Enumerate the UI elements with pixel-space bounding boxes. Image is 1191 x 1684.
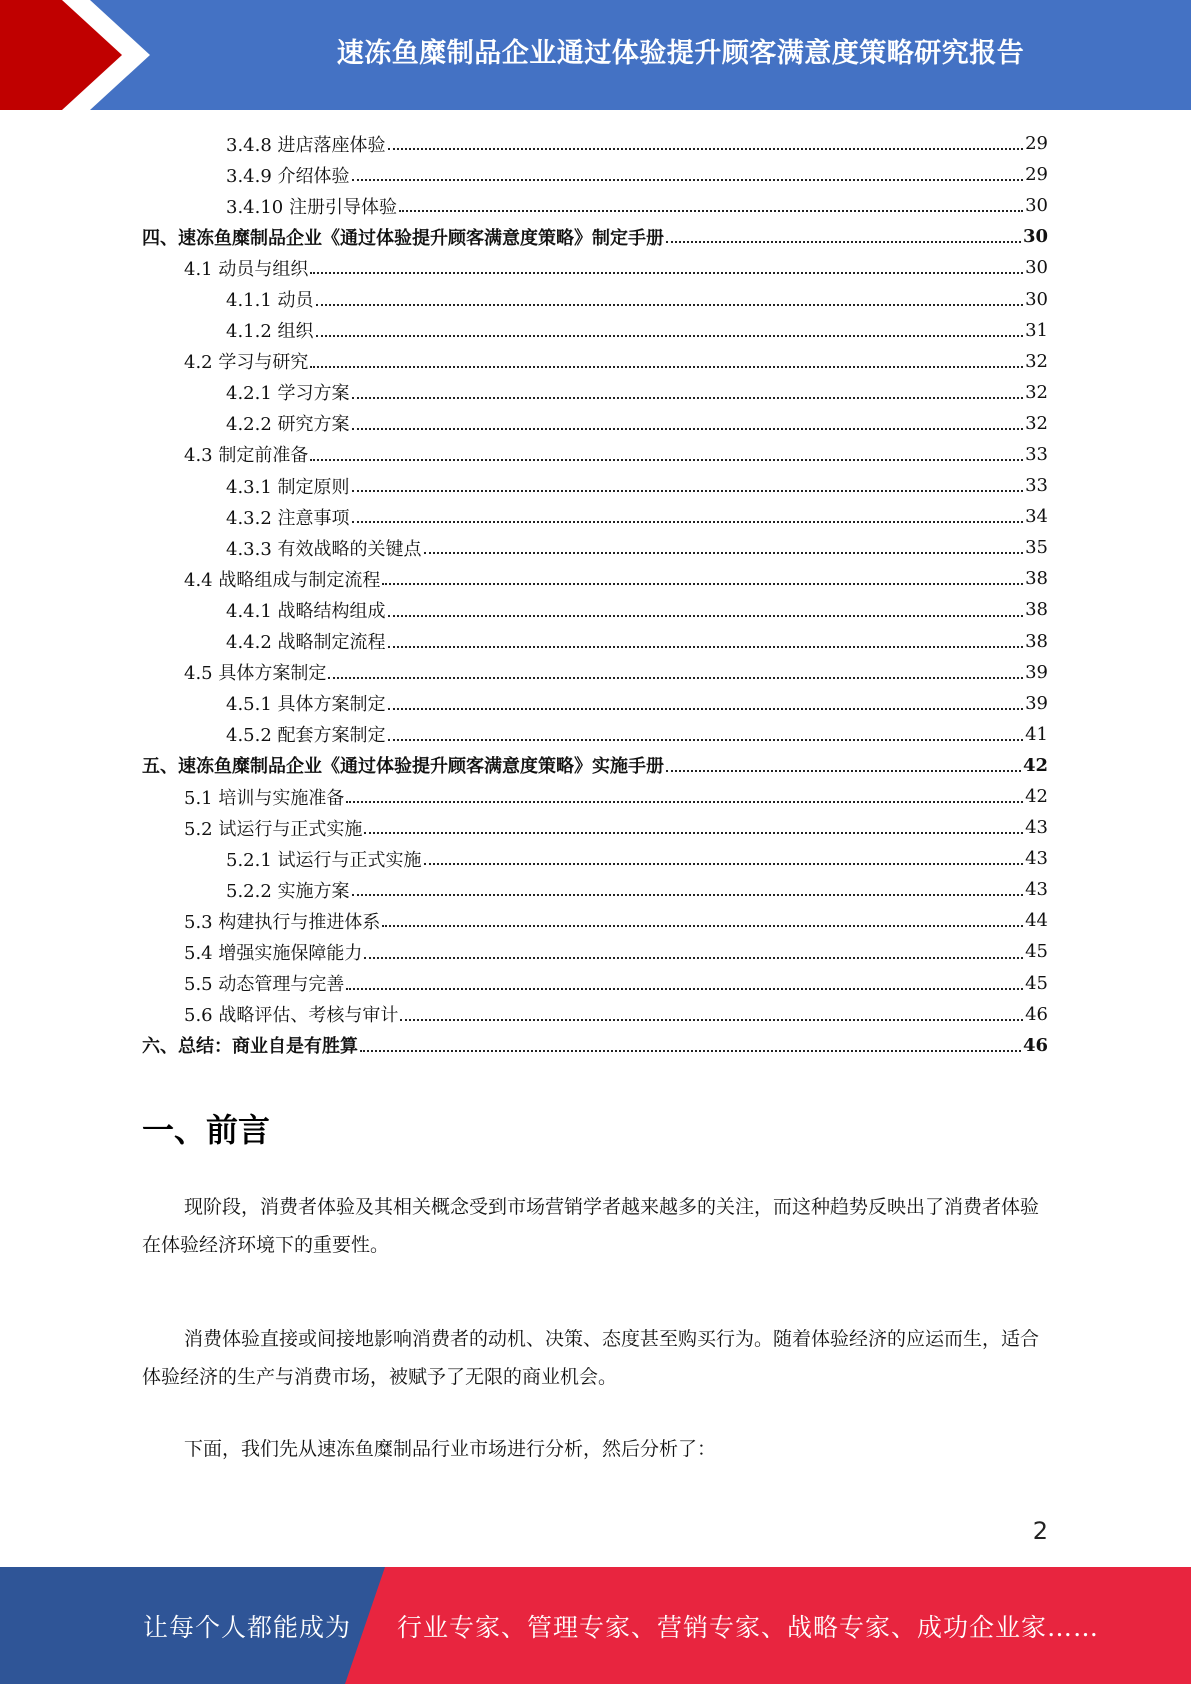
toc-entry-label: 4.3.3 有效战略的关键点: [226, 538, 422, 560]
toc-entry-page: 43: [1025, 879, 1048, 901]
page-number: 2: [1032, 1517, 1048, 1545]
toc-entry-page: 35: [1025, 537, 1048, 559]
toc-dot-leader: [382, 583, 1023, 585]
toc-entry[interactable]: [142, 128, 1048, 159]
toc-entry-label: 4.1.2 组织: [226, 321, 314, 343]
toc-entry-label: 4.5.1 具体方案制定: [226, 694, 386, 716]
toc-entry[interactable]: [142, 999, 1048, 1030]
paragraph-2: 消费体验直接或间接地影响消费者的动机、决策、态度甚至购买行为。随着体验经济的应运而生，适合体验经济的生产与消费市场，被赋予了无限的商业机会。: [142, 1328, 1040, 1388]
toc-entry-label: 4.5 具体方案制定: [184, 663, 327, 685]
toc-dot-leader: [352, 428, 1024, 430]
toc-entry-page: 44: [1025, 910, 1048, 932]
toc-entry-label: 4.2.1 学习方案: [226, 383, 350, 405]
toc-entry[interactable]: [142, 532, 1048, 563]
page-header: [0, 0, 1191, 110]
toc-entry[interactable]: [142, 781, 1048, 812]
toc-entry-label: 4.3 制定前准备: [184, 445, 309, 467]
footer-slogan-right: 行业专家、管理专家、营销专家、战略专家、成功企业家……: [397, 1612, 1100, 1642]
toc-entry-page: 33: [1025, 443, 1048, 465]
toc-dot-leader: [388, 615, 1024, 617]
toc-entry[interactable]: [142, 968, 1048, 999]
paragraph-3: 下面，我们先从速冻鱼糜制品行业市场进行分析，然后分析了：: [184, 1438, 717, 1460]
toc-entry-page: 31: [1025, 319, 1048, 341]
toc-dot-leader: [666, 770, 1021, 772]
toc-entry[interactable]: [142, 439, 1048, 470]
toc-dot-leader: [424, 863, 1024, 865]
toc-entry-label: 4.4 战略组成与制定流程: [184, 569, 381, 591]
toc-entry-label: 六、总结：商业自是有胜算: [142, 1036, 358, 1058]
header-arrow-decoration: [0, 0, 150, 110]
toc-entry[interactable]: [142, 657, 1048, 688]
toc-dot-leader: [352, 397, 1024, 399]
toc-entry-page: 38: [1025, 568, 1048, 590]
toc-entry-label: 4.2 学习与研究: [184, 352, 309, 374]
toc-dot-leader: [364, 957, 1023, 959]
toc-entry-page: 32: [1025, 381, 1048, 403]
toc-entry-page: 33: [1025, 475, 1048, 497]
toc-entry[interactable]: [142, 874, 1048, 905]
toc-entry-label: 3.4.10 注册引导体验: [226, 196, 397, 218]
toc-entry[interactable]: [142, 688, 1048, 719]
toc-entry-label: 3.4.8 进店落座体验: [226, 134, 386, 156]
toc-dot-leader: [352, 521, 1024, 523]
toc-entry[interactable]: [142, 408, 1048, 439]
toc-entry-page: 38: [1025, 630, 1048, 652]
toc-entry[interactable]: [142, 159, 1048, 190]
toc-entry-page: 29: [1025, 164, 1048, 186]
toc-entry-label: 5.3 构建执行与推进体系: [184, 911, 381, 933]
toc-entry-page: 43: [1025, 848, 1048, 870]
toc-entry[interactable]: [142, 501, 1048, 532]
toc-dot-leader: [346, 801, 1023, 803]
toc-entry-page: 45: [1025, 972, 1048, 994]
toc-entry-page: 34: [1025, 506, 1048, 528]
toc-entry[interactable]: [142, 563, 1048, 594]
toc-entry[interactable]: [142, 190, 1048, 221]
page-footer: [0, 1567, 1191, 1684]
toc-dot-leader: [388, 739, 1024, 741]
toc-entry-label: 5.6 战略评估、考核与审计: [184, 1005, 399, 1027]
toc-dot-leader: [352, 490, 1024, 492]
toc-entry[interactable]: [142, 252, 1048, 283]
table-of-contents: [142, 128, 1048, 1061]
toc-entry[interactable]: [142, 905, 1048, 936]
toc-entry[interactable]: [142, 594, 1048, 625]
toc-entry-label: 5.2.1 试运行与正式实施: [226, 849, 422, 871]
toc-dot-leader: [364, 832, 1023, 834]
toc-entry-label: 4.3.1 制定原则: [226, 476, 350, 498]
toc-entry-label: 4.3.2 注意事项: [226, 507, 350, 529]
toc-entry[interactable]: [142, 346, 1048, 377]
toc-entry-label: 4.1.1 动员: [226, 290, 314, 312]
toc-dot-leader: [424, 552, 1024, 554]
toc-entry-label: 4.4.1 战略结构组成: [226, 600, 386, 622]
toc-entry-label: 四、速冻鱼糜制品企业《通过体验提升顾客满意度策略》制定手册: [142, 227, 664, 249]
toc-entry-label: 5.1 培训与实施准备: [184, 787, 345, 809]
toc-entry-page: 42: [1025, 786, 1048, 808]
toc-entry-label: 3.4.9 介绍体验: [226, 165, 350, 187]
toc-entry[interactable]: [142, 936, 1048, 967]
toc-dot-leader: [388, 646, 1024, 648]
toc-entry-page: 43: [1025, 817, 1048, 839]
toc-dot-leader: [310, 272, 1023, 274]
toc-entry-page: 32: [1025, 350, 1048, 372]
toc-entry-page: 42: [1022, 754, 1048, 776]
toc-dot-leader: [388, 708, 1024, 710]
toc-dot-leader: [328, 677, 1023, 679]
section-heading: 一、前言: [142, 1111, 271, 1149]
toc-dot-leader: [352, 894, 1024, 896]
toc-entry-page: 29: [1025, 133, 1048, 155]
toc-entry-label: 4.5.2 配套方案制定: [226, 725, 386, 747]
toc-entry-page: 45: [1025, 941, 1048, 963]
toc-entry[interactable]: [142, 719, 1048, 750]
toc-entry[interactable]: [142, 843, 1048, 874]
footer-slogan-left: 让每个人都能成为: [143, 1612, 352, 1642]
toc-entry[interactable]: [142, 750, 1048, 781]
toc-entry[interactable]: [142, 1030, 1048, 1061]
toc-entry-label: 五、速冻鱼糜制品企业《通过体验提升顾客满意度策略》实施手册: [142, 756, 664, 778]
toc-dot-leader: [310, 459, 1023, 461]
toc-dot-leader: [346, 988, 1023, 990]
toc-entry[interactable]: [142, 626, 1048, 657]
toc-entry-page: 30: [1025, 257, 1048, 279]
toc-entry-label: 5.4 增强实施保障能力: [184, 942, 363, 964]
toc-dot-leader: [388, 148, 1024, 150]
toc-entry-page: 30: [1025, 195, 1048, 217]
toc-entry[interactable]: [142, 283, 1048, 314]
toc-entry-page: 32: [1025, 412, 1048, 434]
toc-entry-label: 5.2.2 实施方案: [226, 880, 350, 902]
toc-entry-page: 46: [1022, 1034, 1048, 1056]
toc-dot-leader: [399, 210, 1023, 212]
toc-entry[interactable]: [142, 812, 1048, 843]
toc-dot-leader: [316, 335, 1024, 337]
toc-dot-leader: [666, 241, 1021, 243]
toc-entry[interactable]: [142, 221, 1048, 252]
toc-entry[interactable]: [142, 377, 1048, 408]
toc-entry-label: 5.5 动态管理与完善: [184, 974, 345, 996]
toc-dot-leader: [316, 304, 1024, 306]
toc-entry-label: 4.1 动员与组织: [184, 258, 309, 280]
toc-entry-label: 4.4.2 战略制定流程: [226, 632, 386, 654]
report-title: 速冻鱼糜制品企业通过体验提升顾客满意度策略研究报告: [336, 37, 1025, 69]
toc-dot-leader: [382, 925, 1023, 927]
toc-entry-page: 39: [1025, 692, 1048, 714]
paragraph-1: 现阶段，消费者体验及其相关概念受到市场营销学者越来越多的关注，而这种趋势反映出了消费者体验在体验经济环境下的重要性。: [142, 1196, 1040, 1256]
toc-entry-page: 38: [1025, 599, 1048, 621]
toc-dot-leader: [352, 179, 1024, 181]
toc-entry-label: 5.2 试运行与正式实施: [184, 818, 363, 840]
toc-dot-leader: [310, 366, 1023, 368]
toc-entry[interactable]: [142, 470, 1048, 501]
toc-entry-page: 30: [1022, 226, 1048, 248]
toc-dot-leader: [360, 1050, 1021, 1052]
toc-entry-page: 46: [1025, 1003, 1048, 1025]
toc-dot-leader: [400, 1019, 1023, 1021]
toc-entry-page: 39: [1025, 661, 1048, 683]
toc-entry[interactable]: [142, 315, 1048, 346]
toc-entry-page: 30: [1025, 288, 1048, 310]
toc-entry-page: 41: [1025, 723, 1048, 745]
toc-entry-label: 4.2.2 研究方案: [226, 414, 350, 436]
